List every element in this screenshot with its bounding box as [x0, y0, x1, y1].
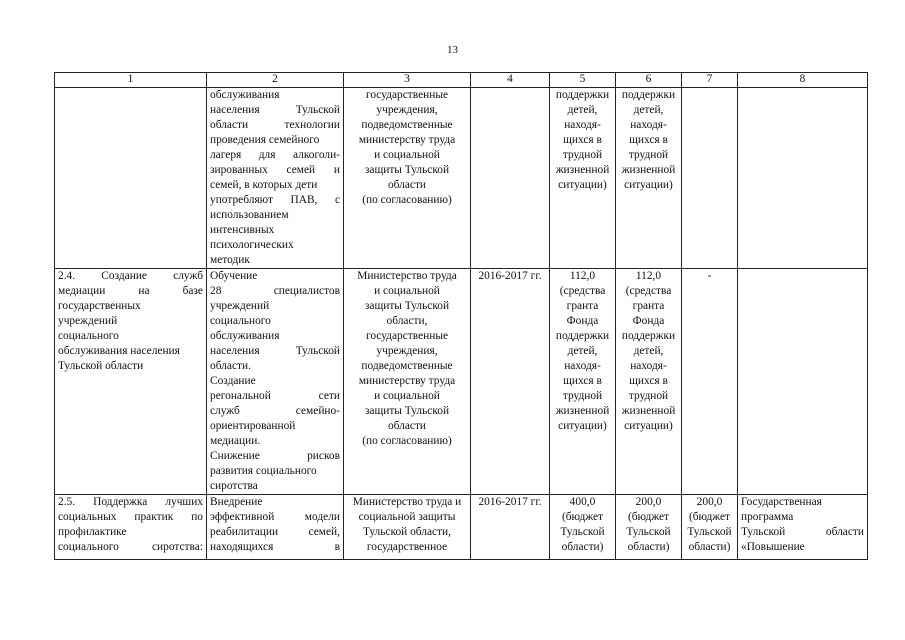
column-header: 2 — [207, 73, 344, 88]
cell-line: - — [707, 270, 712, 282]
cell-program — [738, 269, 868, 495]
cell-line: государственное — [366, 541, 448, 553]
page-number: 13 — [447, 44, 458, 56]
cell-line: Тульской — [626, 526, 671, 538]
cell-program — [738, 495, 868, 560]
cell-line: жизненной — [555, 164, 610, 176]
cell-line: и социальной — [374, 285, 440, 297]
cell-line: Снижение рисков — [210, 450, 340, 462]
cell-program — [738, 88, 868, 269]
cell-funding-2017 — [682, 495, 738, 560]
cell-line: детей, — [633, 345, 664, 357]
column-header: 8 — [738, 73, 868, 88]
cell-line: ситуации) — [624, 420, 673, 432]
cell-funding-2017 — [682, 88, 738, 269]
cell-line: детей, — [567, 104, 598, 116]
cell-period — [471, 495, 550, 560]
cell-line: развития социального — [210, 465, 317, 477]
cell-funding-total — [550, 88, 616, 269]
cell-line: защиты Тульской — [364, 405, 450, 417]
cell-line: области технологии — [210, 119, 340, 131]
cell-funding-2017 — [682, 269, 738, 495]
cell-line: Тульской — [560, 526, 605, 538]
cell-line: государственные — [365, 89, 449, 101]
cell-line: ситуации) — [624, 179, 673, 191]
cell-funding-2016 — [616, 88, 682, 269]
column-header: 6 — [616, 73, 682, 88]
header-row — [55, 73, 868, 88]
cell-measure — [55, 269, 207, 495]
cell-line: (бюджет — [561, 511, 604, 523]
cell-line: учреждения, — [376, 104, 438, 116]
table-row — [55, 495, 868, 560]
cell-line: ориентированной — [210, 420, 296, 432]
cell-line: 2.4. Создание служб — [58, 270, 203, 282]
cell-line: Тульской — [687, 526, 732, 538]
cell-line: обслуживания — [210, 330, 280, 342]
cell-line: учреждения, — [376, 345, 438, 357]
cell-line: области) — [688, 541, 731, 553]
cell-line: 2016-2017 гг. — [478, 270, 542, 282]
cell-line: находя- — [564, 119, 601, 131]
cell-line: Создание — [210, 375, 256, 387]
cell-line: социального — [210, 315, 271, 327]
column-header: 1 — [55, 73, 207, 88]
cell-line: области — [387, 179, 427, 191]
cell-line: профилактике — [58, 526, 127, 538]
cell-line: социальных практик по — [58, 511, 203, 523]
cell-line: 2.5. Поддержка лучших — [58, 496, 203, 508]
table-row — [55, 88, 868, 269]
cell-line: программа — [741, 511, 794, 523]
cell-line: реабилитации семей, — [210, 526, 340, 538]
measures-table — [54, 72, 868, 560]
cell-line: методик — [210, 254, 250, 266]
cell-line: министерству труда — [358, 375, 456, 387]
cell-line: 400,0 — [569, 496, 596, 508]
cell-line: области, — [386, 315, 428, 327]
cell-line: находя- — [630, 119, 667, 131]
cell-line: социальной защиты — [358, 511, 456, 523]
cell-line: употребляют ПАВ, с — [210, 194, 340, 206]
cell-period — [471, 88, 550, 269]
cell-line: жизненной — [621, 164, 676, 176]
cell-line: сиротства — [210, 480, 258, 492]
column-header: 4 — [471, 73, 550, 88]
cell-line: Фонда — [632, 315, 665, 327]
cell-line: 112,0 — [569, 270, 596, 282]
cell-line: находя- — [564, 360, 601, 372]
cell-line: семей, в которых дети — [210, 179, 318, 191]
cell-line: эффективной модели — [210, 511, 340, 523]
cell-line: щихся в — [563, 134, 602, 146]
cell-line: детей, — [567, 345, 598, 357]
cell-executor — [344, 495, 471, 560]
cell-line: (бюджет — [688, 511, 731, 523]
cell-line: трудной — [562, 149, 603, 161]
cell-line: Внедрение — [210, 496, 263, 508]
cell-line: щихся в — [629, 375, 668, 387]
cell-executor — [344, 269, 471, 495]
cell-line: обслуживания — [210, 89, 280, 101]
cell-line: министерству труда — [358, 134, 456, 146]
cell-line: поддержки — [621, 330, 676, 342]
cell-line: Государственная — [741, 496, 822, 508]
cell-line: 28 специалистов — [210, 285, 340, 297]
cell-line: находящихся в — [210, 541, 340, 553]
cell-content — [207, 88, 344, 269]
cell-funding-total — [550, 495, 616, 560]
cell-line: и социальной — [374, 390, 440, 402]
cell-line: ситуации) — [558, 420, 607, 432]
cell-line: (бюджет — [627, 511, 670, 523]
cell-line: населения Тульской — [210, 104, 340, 116]
cell-line: трудной — [562, 390, 603, 402]
cell-line: поддержки — [555, 330, 610, 342]
cell-line: использованием — [210, 209, 289, 221]
cell-measure — [55, 88, 207, 269]
cell-line: 2016-2017 гг. — [478, 496, 542, 508]
cell-line: области) — [561, 541, 604, 553]
cell-line: учреждений — [210, 300, 270, 312]
cell-line: (по согласованию) — [362, 194, 452, 206]
cell-line: ситуации) — [558, 179, 607, 191]
cell-line: государственные — [365, 330, 449, 342]
cell-measure — [55, 495, 207, 560]
cell-line: гранта — [632, 300, 665, 312]
cell-line: (средства — [625, 285, 672, 297]
cell-line: Тульской области, — [362, 526, 452, 538]
cell-line: Тульской области — [741, 526, 864, 538]
column-header: 5 — [550, 73, 616, 88]
cell-line: Тульской области — [58, 360, 144, 372]
cell-line: медиации. — [210, 435, 261, 447]
cell-line: 200,0 — [696, 496, 723, 508]
table-row — [55, 269, 868, 495]
column-header: 7 — [682, 73, 738, 88]
cell-line: Министерство труда и — [352, 496, 462, 508]
cell-funding-total — [550, 269, 616, 495]
cell-line: социального — [58, 330, 119, 342]
cell-line: «Повышение — [741, 541, 805, 553]
cell-line: жизненной — [555, 405, 610, 417]
cell-period — [471, 269, 550, 495]
cell-line: учреждений — [58, 315, 118, 327]
cell-line: обслуживания населения — [58, 345, 180, 357]
cell-line: населения Тульской — [210, 345, 340, 357]
cell-line: гранта — [566, 300, 599, 312]
cell-line: подведомственные — [361, 360, 453, 372]
cell-line: жизненной — [621, 405, 676, 417]
cell-line: проведения семейного — [210, 134, 320, 146]
cell-executor — [344, 88, 471, 269]
cell-line: щихся в — [563, 375, 602, 387]
cell-line: (по согласованию) — [362, 435, 452, 447]
cell-line: психологических — [210, 239, 294, 251]
cell-line: медиации на базе — [58, 285, 203, 297]
cell-line: области) — [627, 541, 670, 553]
cell-line: щихся в — [629, 134, 668, 146]
cell-line: Министерство труда — [357, 270, 457, 282]
cell-line: детей, — [633, 104, 664, 116]
cell-line: трудной — [628, 390, 669, 402]
cell-line: поддержки — [555, 89, 610, 101]
cell-line: Обучение — [210, 270, 258, 282]
cell-line: регональной сети — [210, 390, 340, 402]
cell-line: лагеря для алкоголи- — [210, 149, 340, 161]
cell-funding-2016 — [616, 269, 682, 495]
cell-line: находя- — [630, 360, 667, 372]
cell-line: социального сиротства: — [58, 541, 203, 553]
cell-line: государственных — [58, 300, 141, 312]
cell-line: 200,0 — [635, 496, 662, 508]
cell-line: области — [387, 420, 427, 432]
cell-line: области. — [210, 360, 251, 372]
cell-line: защиты Тульской — [364, 300, 450, 312]
cell-line: защиты Тульской — [364, 164, 450, 176]
cell-line: и социальной — [374, 149, 440, 161]
cell-line: трудной — [628, 149, 669, 161]
cell-line: интенсивных — [210, 224, 275, 236]
cell-line: (средства — [559, 285, 606, 297]
cell-line: Фонда — [566, 315, 599, 327]
cell-line: поддержки — [621, 89, 676, 101]
cell-line: 112,0 — [635, 270, 662, 282]
cell-line: подведомственные — [361, 119, 453, 131]
cell-content — [207, 269, 344, 495]
cell-line: служб семейно- — [210, 405, 340, 417]
cell-funding-2016 — [616, 495, 682, 560]
cell-line: зированных семей и — [210, 164, 340, 176]
column-header: 3 — [344, 73, 471, 88]
cell-content — [207, 495, 344, 560]
